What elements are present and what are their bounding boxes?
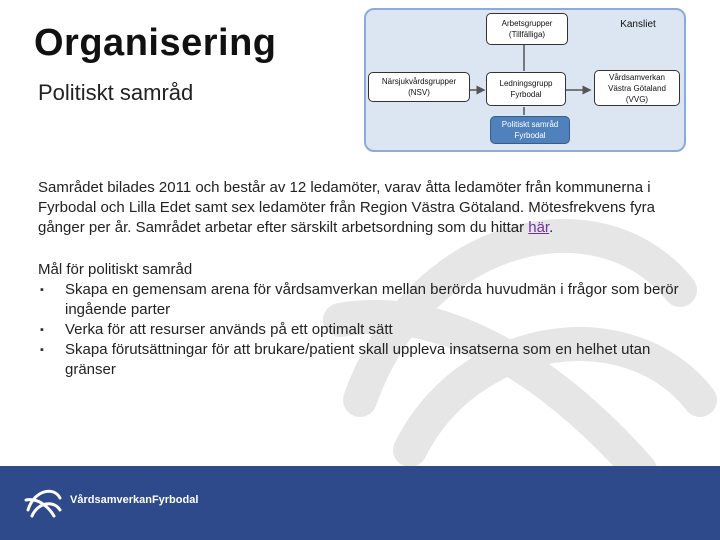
box-vardsamverkan-line1: Vårdsamverkan (608, 72, 666, 82)
goal-item: ▪ Verka för att resurser används på ett optimalt sätt (38, 320, 688, 340)
box-narsjukvard-line1: Närsjukvårdsgrupper (381, 77, 457, 86)
goal-item: ▪ Skapa en gemensam arena för vårdsamverkan mellan berörda huvudmän i frågor som berör ingående parter (38, 280, 688, 320)
box-vardsamverkan (594, 70, 680, 106)
box-arbetsgrupper-line2: (Tillfälliga) (508, 30, 546, 39)
intro-text: Samrådet bilades 2011 och består av 12 ledamöter, varav åtta ledamöter från kommunerna i Fyrbodal och Lilla Edet samt sex ledamöter från Region Västra Götaland. Mötesfrekvens fyra gånger per år. Samrådet arbetar efter särskilt arbetsordning som du hittar (38, 179, 655, 236)
intro-period: . (549, 219, 554, 236)
box-arbetsgrupper-line1: Arbetsgrupper (501, 19, 553, 28)
box-arbetsgrupper (486, 13, 568, 45)
intro-paragraph (38, 178, 688, 238)
goals-title: Mål för politiskt samråd (38, 261, 193, 278)
goals-section (38, 260, 688, 380)
page-title: Organisering (34, 22, 277, 64)
box-politiskt-line2: Fyrbodal (514, 131, 546, 140)
goal-item: ▪ Skapa förutsättningar för att brukare/patient skall uppleva insatserna som en helhet utan gränser (38, 340, 688, 380)
box-vardsamverkan-line2: Västra Götaland (608, 83, 666, 93)
footer-logo (24, 482, 198, 518)
box-politiskt-line1: Politiskt samråd (501, 120, 559, 129)
arbetsordning-link[interactable]: här (528, 219, 550, 236)
logo-swirl-icon (24, 482, 64, 518)
page-subtitle: Politiskt samråd (38, 80, 194, 105)
box-kansliet-label: Kansliet (620, 18, 656, 30)
footer-bar (0, 466, 720, 540)
body-content (38, 178, 688, 380)
box-politiskt-samrad (490, 116, 570, 144)
box-vardsamverkan-line3: (VVG) (625, 94, 649, 104)
box-narsjukvardsgrupper (368, 72, 470, 102)
footer-brand-text: VårdsamverkanFyrbodal (70, 494, 199, 506)
box-kansliet (604, 14, 672, 34)
box-ledningsgrupp (486, 72, 566, 106)
box-ledningsgrupp-line1: Ledningsgrupp (499, 79, 553, 88)
goals-list (38, 280, 688, 380)
box-ledningsgrupp-line2: Fyrbodal (510, 90, 542, 99)
box-narsjukvard-line2: (NSV) (408, 88, 430, 97)
